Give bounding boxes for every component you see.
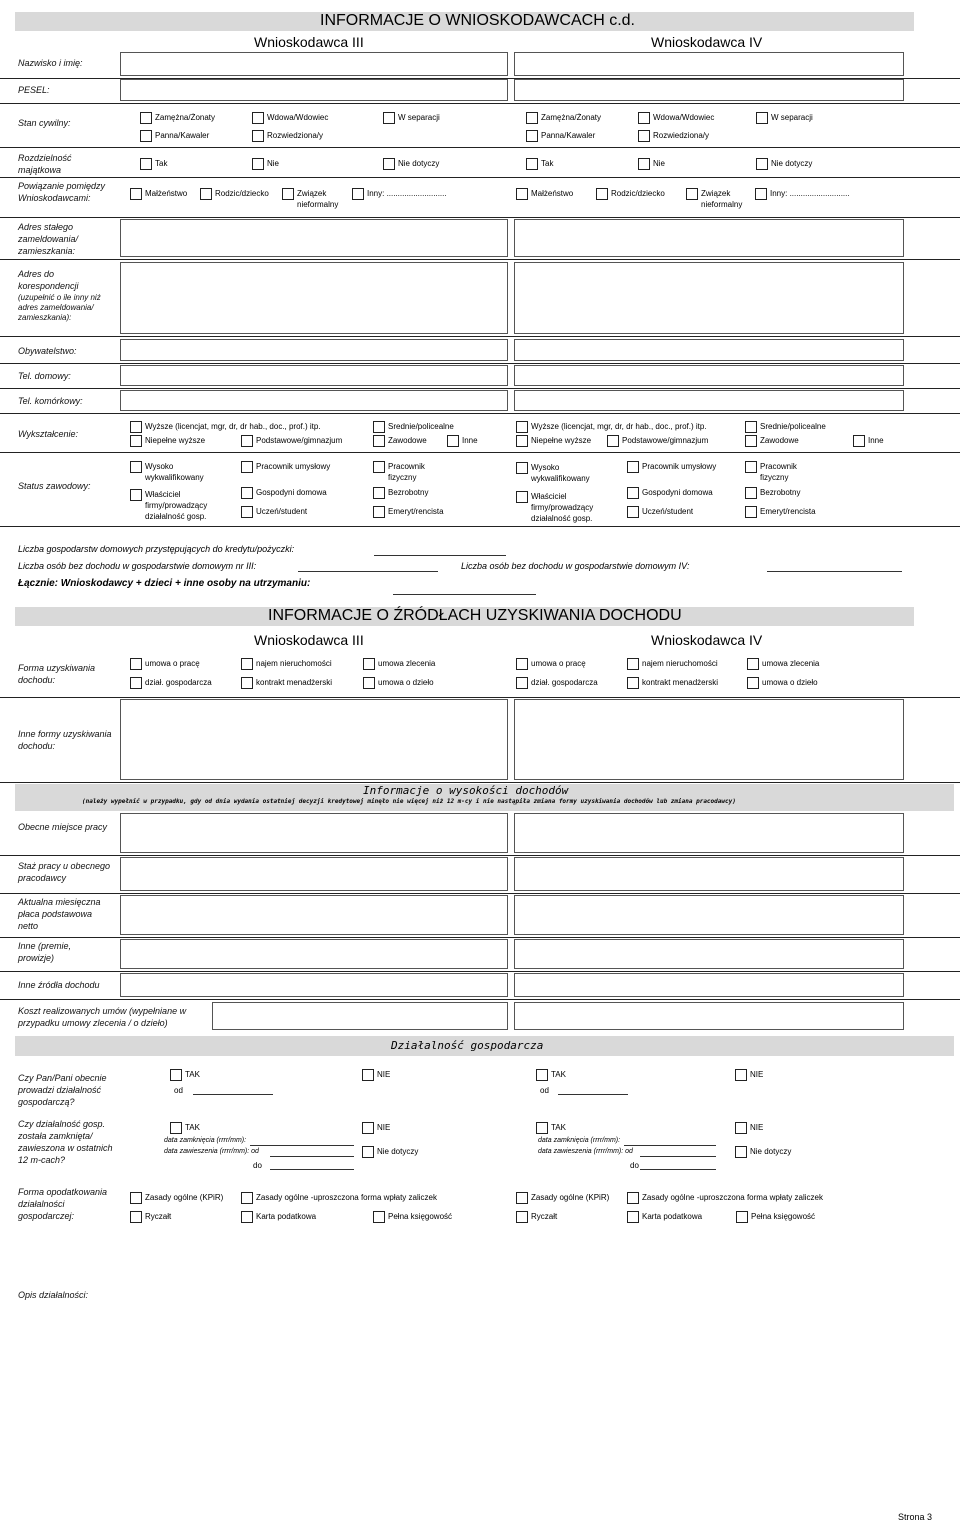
divider bbox=[0, 855, 960, 856]
checkbox-manual-3[interactable]: Pracownik fizyczny bbox=[373, 461, 453, 483]
tenure-field-3[interactable] bbox=[120, 857, 508, 891]
checkbox-tax-card-3[interactable]: Karta podatkowa bbox=[241, 1211, 316, 1223]
checkbox-housewife-3[interactable]: Gospodyni domowa bbox=[241, 487, 327, 499]
checkbox-parent-4[interactable]: Rodzic/dziecko bbox=[596, 188, 665, 200]
workplace-field-4[interactable] bbox=[514, 813, 904, 853]
business-q3-label: Forma opodatkowania działalności gospodarczej: bbox=[18, 1187, 108, 1221]
civil-status-label: Stan cywilny: bbox=[18, 118, 71, 128]
name-field-4[interactable] bbox=[514, 52, 904, 76]
address-field-3[interactable] bbox=[120, 219, 508, 257]
education-label: Wykształcenie: bbox=[18, 429, 79, 439]
divider bbox=[0, 452, 960, 453]
checkbox-single-4[interactable]: Panna/Kawaler bbox=[526, 130, 595, 142]
checkbox-married-4[interactable]: Zamężna/Żonaty bbox=[526, 112, 601, 124]
checkbox-closed-na-3[interactable]: Nie dotyczy bbox=[362, 1146, 418, 1158]
other-income-field-4[interactable] bbox=[514, 699, 904, 780]
income-column-header-4: Wnioskodawca IV bbox=[651, 632, 763, 648]
checkbox-married-3[interactable]: Zamężna/Żonaty bbox=[140, 112, 215, 124]
checkbox-closed-yes-3[interactable]: TAK bbox=[170, 1122, 200, 1134]
business-title: Działalność gospodarcza bbox=[391, 1039, 544, 1052]
separation-label: Rozdzielność majątkowa bbox=[18, 153, 72, 175]
correspondence-field-4[interactable] bbox=[514, 262, 904, 334]
checkbox-tax-books-3[interactable]: Pełna księgowość bbox=[373, 1211, 452, 1223]
divider bbox=[0, 336, 960, 337]
divider bbox=[0, 388, 960, 389]
checkbox-widow-3[interactable]: Wdowa/Wdowiec bbox=[252, 112, 328, 124]
checkbox-tax-card-4[interactable]: Karta podatkowa bbox=[627, 1211, 702, 1223]
mobile-label: Tel. komórkowy: bbox=[18, 396, 83, 406]
checkbox-housewife-4[interactable]: Gospodyni domowa bbox=[627, 487, 713, 499]
business-from-field-3[interactable] bbox=[193, 1094, 273, 1095]
cost-label: Koszt realizowanych umów (wypełniane w przypadku umowy zlecenia / o dzieło) bbox=[18, 1006, 187, 1028]
suspended-to-label-3: do bbox=[253, 1161, 262, 1170]
tenure-field-4[interactable] bbox=[514, 857, 904, 891]
checkbox-tax-books-4[interactable]: Pełna księgowość bbox=[736, 1211, 815, 1223]
noincome-4-field[interactable] bbox=[767, 571, 902, 572]
business-from-label-3: od bbox=[174, 1086, 183, 1095]
pesel-field-4[interactable] bbox=[514, 79, 904, 101]
checkbox-business-no-4[interactable]: NIE bbox=[735, 1069, 763, 1081]
checkbox-divorced-3[interactable]: Rozwiedziona/y bbox=[252, 130, 323, 142]
checkbox-closed-no-3[interactable]: NIE bbox=[362, 1122, 390, 1134]
checkbox-tax-simplified-4[interactable]: Zasady ogólne -uproszczona forma wpłaty zaliczek bbox=[627, 1192, 823, 1204]
checkbox-work-4[interactable]: umowa o dzieło bbox=[747, 677, 818, 689]
checkbox-white-3[interactable]: Pracownik umysłowy bbox=[241, 461, 330, 473]
checkbox-separated-4[interactable]: W separacji bbox=[756, 112, 813, 124]
checkbox-student-4[interactable]: Uczeń/student bbox=[627, 506, 693, 518]
citizenship-field-3[interactable] bbox=[120, 339, 508, 361]
business-from-field-4[interactable] bbox=[558, 1094, 628, 1095]
suspended-to-label-4: do bbox=[630, 1161, 639, 1170]
checkbox-edu-higher-4[interactable]: Wyższe (licencjat, mgr, dr, dr hab., doc., prof.) itp. bbox=[516, 421, 707, 433]
income-section-title: INFORMACJE O ŹRÓDŁACH UZYSKIWANIA DOCHODU bbox=[268, 607, 682, 624]
divider bbox=[0, 147, 960, 148]
checkbox-tax-lump-3[interactable]: Ryczałt bbox=[130, 1211, 171, 1223]
checkbox-sep-no-4[interactable]: Nie bbox=[638, 158, 665, 170]
checkbox-edu-secondary-4[interactable]: Srednie/policealne bbox=[745, 421, 826, 433]
checkbox-closed-na-4[interactable]: Nie dotyczy bbox=[735, 1146, 791, 1158]
name-label: Nazwisko i imię: bbox=[18, 58, 83, 68]
closed-date-field-3[interactable] bbox=[250, 1145, 354, 1146]
other-sources-field-4[interactable] bbox=[514, 973, 904, 997]
salary-field-4[interactable] bbox=[514, 895, 904, 935]
checkbox-tax-general-3[interactable]: Zasady ogólne (KPiR) bbox=[130, 1192, 223, 1204]
page-number: Strona 3 bbox=[898, 1512, 933, 1522]
suspended-to-field-3[interactable] bbox=[270, 1169, 354, 1170]
checkbox-closed-yes-4[interactable]: TAK bbox=[536, 1122, 566, 1134]
column-header-4: Wnioskodawca IV bbox=[651, 34, 763, 50]
income-form-label: Forma uzyskiwania dochodu: bbox=[18, 663, 96, 685]
checkbox-business-3[interactable]: dział. gospodarcza bbox=[130, 677, 212, 689]
other-income-label: Inne formy uzyskiwania dochodu: bbox=[18, 729, 112, 751]
suspended-date-label-4: data zawieszenia (rrrr/mm): od bbox=[538, 1148, 633, 1155]
business-desc-label: Opis działalności: bbox=[18, 1290, 89, 1300]
checkbox-owner-3[interactable]: Właściciel firmy/prowadzący działalność gosp. bbox=[130, 489, 230, 522]
divider bbox=[0, 217, 960, 218]
checkbox-rental-3[interactable]: najem nieruchomości bbox=[241, 658, 332, 670]
divider bbox=[0, 999, 960, 1000]
checkbox-edu-other-4[interactable]: Inne bbox=[853, 435, 884, 447]
checkbox-edu-secondary-3[interactable]: Srednie/policealne bbox=[373, 421, 454, 433]
divider bbox=[0, 363, 960, 364]
relation-label: Powiązanie pomiędzy Wnioskodawcami: bbox=[18, 181, 106, 203]
name-field-3[interactable] bbox=[120, 52, 508, 76]
checkbox-business-yes-3[interactable]: TAK bbox=[170, 1069, 200, 1081]
checkbox-sep-na-3[interactable]: Nie dotyczy bbox=[383, 158, 439, 170]
status-label: Status zawodowy: bbox=[18, 481, 91, 491]
checkbox-other-rel-4[interactable]: Inny: ........................... bbox=[755, 188, 850, 200]
checkbox-marriage-3[interactable]: Małżeństwo bbox=[130, 188, 187, 200]
checkbox-business-no-3[interactable]: NIE bbox=[362, 1069, 390, 1081]
checkbox-highly-4[interactable]: Wysoko wykwalifikowany bbox=[516, 462, 616, 484]
checkbox-tax-simplified-3[interactable]: Zasady ogólne -uproszczona forma wpłaty zaliczek bbox=[241, 1192, 437, 1204]
checkbox-informal-4[interactable]: Związek nieformalny bbox=[686, 188, 756, 210]
suspended-date-label-3: data zawieszenia (rrrr/mm): od bbox=[164, 1148, 259, 1155]
phone-field-3[interactable] bbox=[120, 365, 508, 386]
bonus-field-4[interactable] bbox=[514, 939, 904, 969]
checkbox-unemployed-4[interactable]: Bezrobotny bbox=[745, 487, 800, 499]
divider bbox=[0, 177, 960, 178]
checkbox-marriage-4[interactable]: Małżeństwo bbox=[516, 188, 573, 200]
bonus-label: Inne (premie, prowizje) bbox=[18, 941, 72, 963]
correspondence-field-3[interactable] bbox=[120, 262, 508, 334]
mobile-field-3[interactable] bbox=[120, 390, 508, 411]
divider bbox=[0, 413, 960, 414]
checkbox-retired-4[interactable]: Emeryt/rencista bbox=[745, 506, 816, 518]
checkbox-business-4[interactable]: dział. gospodarcza bbox=[516, 677, 598, 689]
checkbox-sep-yes-3[interactable]: Tak bbox=[140, 158, 167, 170]
checkbox-edu-basic-3[interactable]: Podstawowe/gimnazjum bbox=[241, 435, 342, 447]
checkbox-sep-yes-4[interactable]: Tak bbox=[526, 158, 553, 170]
workplace-label: Obecne miejsce pracy bbox=[18, 822, 108, 832]
noincome-4-label: Liczba osób bez dochodu w gospodarstwie domowym IV: bbox=[461, 561, 690, 571]
divider bbox=[0, 893, 960, 894]
closed-date-label-4: data zamknięcia (rrrr/mm): bbox=[538, 1137, 621, 1144]
checkbox-employment-4[interactable]: umowa o pracę bbox=[516, 658, 586, 670]
checkbox-manager-3[interactable]: kontrakt menadżerski bbox=[241, 677, 332, 689]
checkbox-mandate-4[interactable]: umowa zlecenia bbox=[747, 658, 819, 670]
business-from-label-4: od bbox=[540, 1086, 549, 1095]
checkbox-manual-4[interactable]: Pracownik fizyczny bbox=[745, 461, 825, 483]
divider bbox=[0, 526, 960, 527]
checkbox-edu-other-3[interactable]: Inne bbox=[447, 435, 478, 447]
amounts-note: (należy wypełnić w przypadku, gdy od dnia wydania ostatniej decyzji kredytowej minęło nie więcej niż 12 m-cy i nie nastąpiła zmiana formy uzyskiwania dochodów lub zmiana pracodawcy) bbox=[82, 798, 736, 805]
correspondence-label: Adres do korespondencji bbox=[18, 269, 79, 291]
checkbox-unemployed-3[interactable]: Bezrobotny bbox=[373, 487, 428, 499]
address-label: Adres stałego zameldowania/ zamieszkania: bbox=[18, 222, 79, 256]
checkbox-separated-3[interactable]: W separacji bbox=[383, 112, 440, 124]
business-desc-field-3[interactable] bbox=[120, 1240, 508, 1352]
household-total-field[interactable] bbox=[393, 594, 536, 595]
checkbox-employment-3[interactable]: umowa o pracę bbox=[130, 658, 200, 670]
checkbox-manager-4[interactable]: kontrakt menadżerski bbox=[627, 677, 718, 689]
closed-date-field-4[interactable] bbox=[624, 1145, 716, 1146]
checkbox-other-rel-3[interactable]: Inny: ........................... bbox=[352, 188, 447, 200]
checkbox-white-4[interactable]: Pracownik umysłowy bbox=[627, 461, 716, 473]
household-count-label: Liczba gospodarstw domowych przystępujących do kredytu/pożyczki: bbox=[18, 544, 295, 554]
phone-field-4[interactable] bbox=[514, 365, 904, 386]
suspended-from-field-3[interactable] bbox=[270, 1156, 354, 1157]
citizenship-field-4[interactable] bbox=[514, 339, 904, 361]
divider bbox=[0, 259, 960, 260]
bonus-field-3[interactable] bbox=[120, 939, 508, 969]
checkbox-parent-3[interactable]: Rodzic/dziecko bbox=[200, 188, 269, 200]
checkbox-edu-basic-4[interactable]: Podstawowe/gimnazjum bbox=[607, 435, 708, 447]
checkbox-rental-4[interactable]: najem nieruchomości bbox=[627, 658, 718, 670]
checkbox-student-3[interactable]: Uczeń/student bbox=[241, 506, 307, 518]
checkbox-informal-3[interactable]: Związek nieformalny bbox=[282, 188, 352, 210]
citizenship-label: Obywatelstwo: bbox=[18, 346, 77, 356]
checkbox-edu-vocational-3[interactable]: Zawodowe bbox=[373, 435, 427, 447]
checkbox-edu-incomplete-4[interactable]: Niepełne wyższe bbox=[516, 435, 591, 447]
suspended-from-field-4[interactable] bbox=[640, 1156, 716, 1157]
noincome-3-field[interactable] bbox=[298, 571, 438, 572]
salary-label: Aktualna miesięczna płaca podstawowa netto bbox=[18, 897, 101, 931]
column-header-3: Wnioskodawca III bbox=[254, 34, 364, 50]
suspended-to-field-4[interactable] bbox=[640, 1169, 716, 1170]
pesel-label: PESEL: bbox=[18, 85, 50, 95]
checkbox-single-3[interactable]: Panna/Kawaler bbox=[140, 130, 209, 142]
cost-field-3[interactable] bbox=[212, 1002, 508, 1030]
mobile-field-4[interactable] bbox=[514, 390, 904, 411]
amounts-title: Informacje o wysokości dochodów bbox=[363, 784, 569, 797]
checkbox-highly-3[interactable]: Wysoko wykwalifikowany bbox=[130, 461, 230, 483]
checkbox-tax-general-4[interactable]: Zasady ogólne (KPiR) bbox=[516, 1192, 609, 1204]
checkbox-work-3[interactable]: umowa o dzieło bbox=[363, 677, 434, 689]
section-title: INFORMACJE O WNIOSKODAWCACH c.d. bbox=[320, 12, 635, 29]
divider bbox=[0, 697, 960, 698]
checkbox-tax-lump-4[interactable]: Ryczałt bbox=[516, 1211, 557, 1223]
household-total-label: Łącznie: Wnioskodawcy + dzieci + inne osoby na utrzymaniu: bbox=[18, 578, 311, 589]
income-column-header-3: Wnioskodawca III bbox=[254, 632, 364, 648]
checkbox-widow-4[interactable]: Wdowa/Wdowiec bbox=[638, 112, 714, 124]
divider bbox=[0, 971, 960, 972]
salary-field-3[interactable] bbox=[120, 895, 508, 935]
checkbox-edu-higher-3[interactable]: Wyższe (licencjat, mgr, dr, dr hab., doc., prof.) itp. bbox=[130, 421, 321, 433]
address-field-4[interactable] bbox=[514, 219, 904, 257]
checkbox-sep-na-4[interactable]: Nie dotyczy bbox=[756, 158, 812, 170]
noincome-3-label: Liczba osób bez dochodu w gospodarstwie domowym nr III: bbox=[18, 561, 257, 571]
cost-field-4[interactable] bbox=[514, 1002, 904, 1030]
other-income-field-3[interactable] bbox=[120, 699, 508, 780]
checkbox-edu-incomplete-3[interactable]: Niepełne wyższe bbox=[130, 435, 205, 447]
divider bbox=[0, 103, 960, 104]
pesel-field-3[interactable] bbox=[120, 79, 508, 101]
checkbox-closed-no-4[interactable]: NIE bbox=[735, 1122, 763, 1134]
checkbox-owner-4[interactable]: Właściciel firmy/prowadzący działalność gosp. bbox=[516, 491, 616, 524]
checkbox-retired-3[interactable]: Emeryt/rencista bbox=[373, 506, 444, 518]
checkbox-edu-vocational-4[interactable]: Zawodowe bbox=[745, 435, 799, 447]
closed-date-label-3: data zamknięcia (rrrr/mm): bbox=[164, 1137, 247, 1144]
workplace-field-3[interactable] bbox=[120, 813, 508, 853]
divider bbox=[0, 782, 960, 783]
phone-label: Tel. domowy: bbox=[18, 371, 71, 381]
checkbox-business-yes-4[interactable]: TAK bbox=[536, 1069, 566, 1081]
checkbox-divorced-4[interactable]: Rozwiedziona/y bbox=[638, 130, 709, 142]
divider bbox=[0, 937, 960, 938]
checkbox-sep-no-3[interactable]: Nie bbox=[252, 158, 279, 170]
other-sources-field-3[interactable] bbox=[120, 973, 508, 997]
household-count-field[interactable] bbox=[374, 555, 506, 556]
business-q2-label: Czy działalność gosp. została zamknięta/ zawieszona w ostatnich 12 m-cach? bbox=[18, 1119, 113, 1165]
checkbox-mandate-3[interactable]: umowa zlecenia bbox=[363, 658, 435, 670]
tenure-label: Staż pracy u obecnego pracodawcy bbox=[18, 861, 111, 883]
other-sources-label: Inne źródła dochodu bbox=[18, 980, 100, 990]
business-desc-field-4[interactable] bbox=[514, 1240, 904, 1352]
correspondence-note: (uzupełnić o ile inny niż adres zameldowania/ zamieszkania): bbox=[18, 293, 101, 322]
business-q1-label: Czy Pan/Pani obecnie prowadzi działalność gospodarczą? bbox=[18, 1073, 107, 1107]
